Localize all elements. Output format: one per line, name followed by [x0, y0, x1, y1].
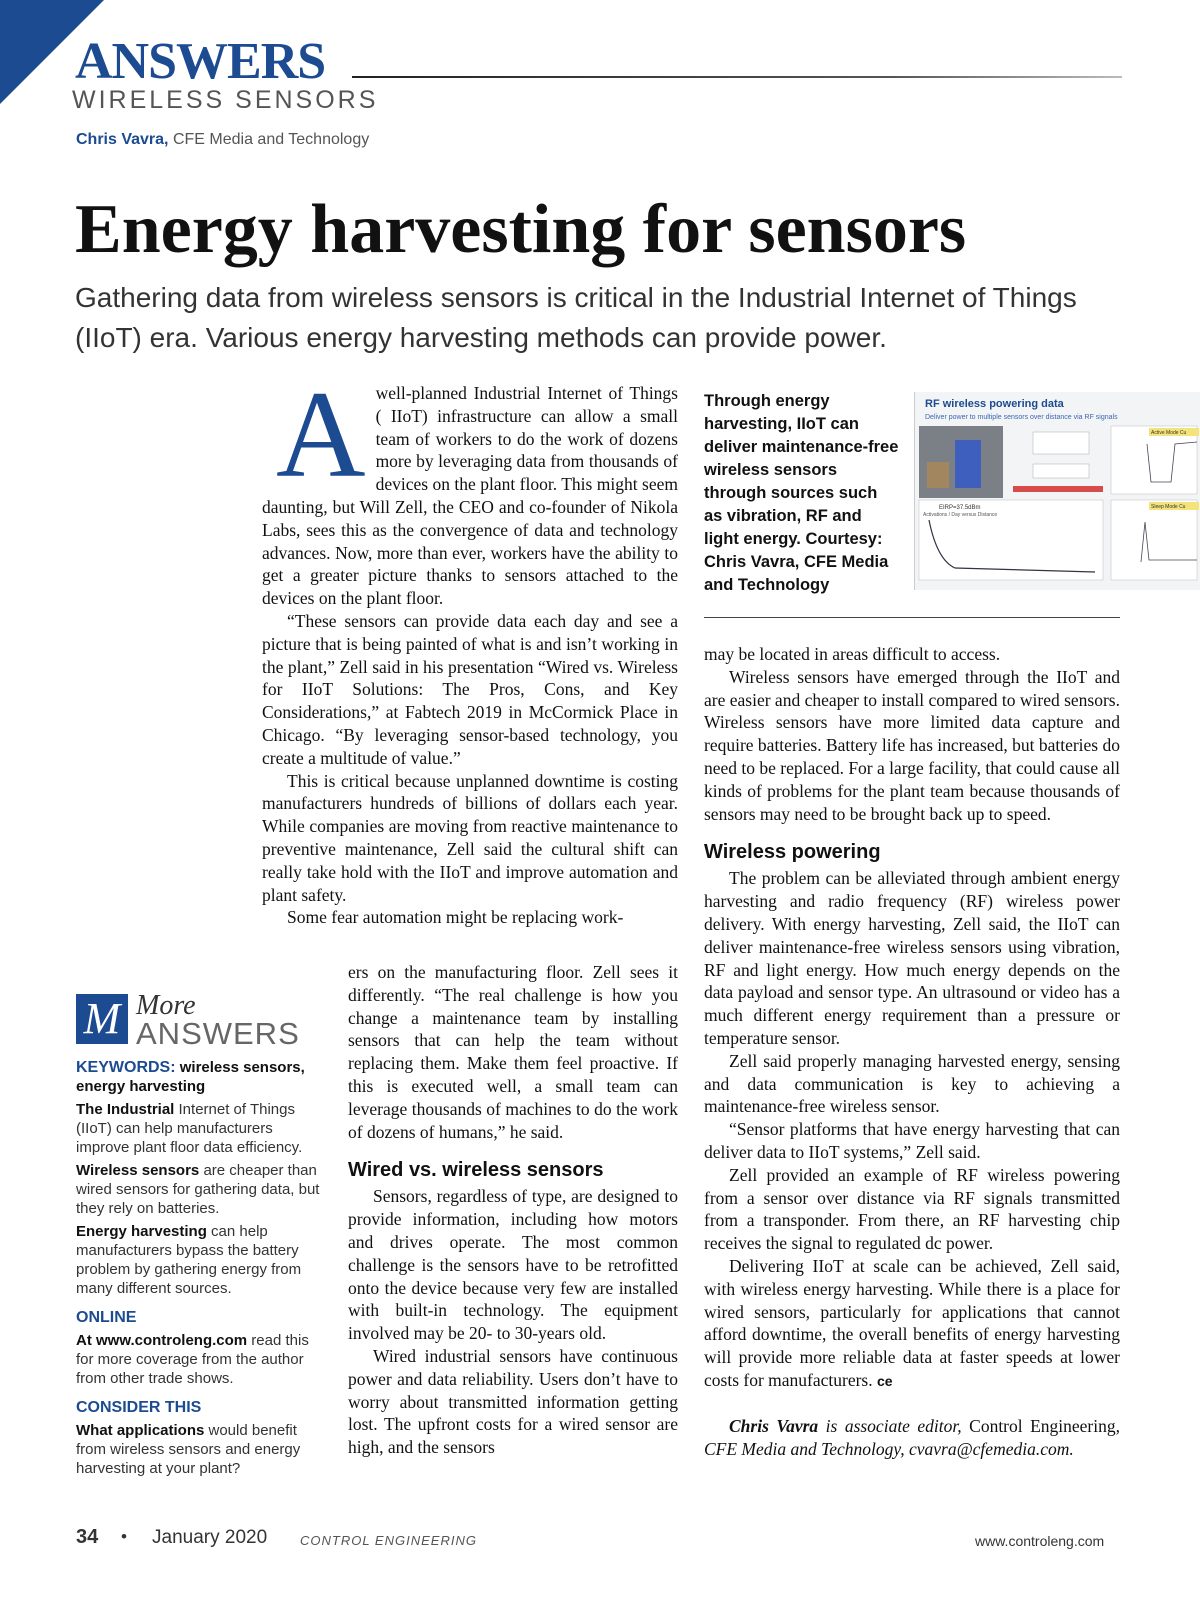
col1-paragraph-1: well-planned Industrial Internet of Things ( IIoT) infrastructure can allow a small team of workers to do the work of dozens more by leveraging data from thousands of devices on the plant floor. This might seem daunting, but Will Zell, the CEO and co-founder of Nikola Labs, sees this as the convergence of data and technology advances. Now, more than ever, workers have the ability to get a greater picture thanks to sensors attached to the devices on the plant floor. — [262, 383, 678, 609]
online-text — [76, 1331, 326, 1388]
online-body: read this for more coverage from the author from other trade shows. — [76, 1332, 309, 1387]
sidebar-keywords-block — [76, 1058, 326, 1482]
col2-paragraph-7-text: Delivering IIoT at scale can be achieved, Zell said, with wireless energy harvesting. While there is a place for wired sensors, particularly for applications that cannot afford downtime, the overall benefits of energy harvesting will provide more reliable data at faster speeds at lower costs for manufacturers. — [704, 1255, 1120, 1390]
more-answers-answers: ANSWERS — [136, 1016, 300, 1051]
author-bio — [704, 1415, 1120, 1461]
photo-device — [955, 440, 981, 488]
photo-chart-label: Activations / Day versus Distance — [923, 512, 998, 518]
col2-paragraph-6: Zell provided an example of RF wireless powering from a sensor over distance via RF signals transmitted from a transponder. From there, an RF harvesting chip receives the signal to regulated dc power. — [704, 1164, 1120, 1254]
col2-paragraph-5: “Sensor platforms that have energy harvesting that can deliver data to IIoT systems,” Zell said. — [704, 1119, 1120, 1162]
drop-cap: A — [276, 366, 366, 503]
more-answers-more: More — [136, 990, 196, 1021]
heading-wired-vs-wireless: Wired vs. wireless sensors — [348, 1159, 604, 1182]
author-name: Chris Vavra, — [76, 131, 169, 148]
section-subtitle: WIRELESS SENSORS — [72, 86, 379, 114]
footer-website[interactable]: www.controleng.com — [975, 1533, 1105, 1549]
online-heading — [76, 1308, 326, 1327]
end-mark: ce — [877, 1372, 893, 1389]
footer-issue: January 2020 — [152, 1527, 268, 1548]
byline — [76, 131, 369, 149]
photo-title: RF wireless powering data — [925, 398, 1064, 410]
rf-powering-photo — [914, 392, 1200, 590]
bullet-1-lead: The Industrial — [76, 1101, 175, 1118]
col2-paragraph-1: may be located in areas difficult to access. — [704, 644, 1001, 664]
col2-paragraph-3: The problem can be alleviated through ambient energy harvesting and radio frequency (RF) wireless power delivery. With energy harvesting, Zell said, the IIoT can deliver maintenance-free wireless sensors using vibration, RF and light energy. How much energy depends on the data payload and sensor type. An ultrasound or video has a much different energy requirement than a pressure or temperature sensor. — [704, 868, 1120, 1048]
bullet-2-text: are cheaper than wired sensors for gathering data, but they rely on batteries. — [76, 1162, 320, 1217]
sidebar-bullet-2 — [76, 1161, 326, 1218]
photo-active-label: Active Mode Cu — [1151, 430, 1187, 436]
bio-role: is associate editor, — [818, 1415, 970, 1436]
photo-subtitle: Deliver power to multiple sensors over distance via RF signals — [925, 414, 1118, 421]
col1-paragraph-5: Sensors, regardless of type, are designed to provide information, including how motors and drives operate. The most common challenge is the sensors have to be retrofitted onto the device because very few are installed with built-in technology. The equipment involved may be 20- to 30-years old. — [348, 1186, 678, 1344]
col1-paragraph-3: This is critical because unplanned downtime is costing manufacturers hundreds of billions of dollars each year. While companies are moving from reactive maintenance to preventive maintenance, Zell said the cultural shift can really take hold with the IIoT and improve automation and plant safety. — [262, 770, 678, 905]
photo-box — [927, 462, 949, 488]
col2-paragraph-2: Wireless sensors have emerged through the IIoT and are easier and cheaper to install compared to wired sensors. Wireless sensors have more limited data capture and require batteries. Battery life has increased, but batteries do need to be replaced. For a large facility, that could cause all kinds of problems for the plant team because thousands of sensors may need to be brought back up to speed. — [704, 666, 1120, 824]
col1-paragraph-2: “These sensors can provide data each day and see a picture that is being painted of what is and isn’t working in the plant,” Zell said in his presentation “Wired vs. Wireless for IIoT Solutions: The Pros, Cons, and Key Considerations,” at Fabtech 2019 in McCormick Place in Chicago. “By leveraging sensor-based technology, you create a multitude of value.” — [262, 610, 678, 768]
article-title: Energy harvesting for sensors — [75, 191, 967, 268]
consider-lead: What applications — [76, 1422, 205, 1439]
col1-paragraph-4-cont: ers on the manufacturing floor. Zell sees it differently. “The real challenge is how you change a maintenance team by installing sensors that can help the team without replacing them. Make them feel proactive. If this is executed well, a small team can leverage thousands of machines to do the work of dozens of humans,” he said. — [348, 962, 678, 1142]
caption-rule — [704, 617, 1120, 618]
bullet-3-lead: Energy harvesting — [76, 1223, 207, 1240]
page-number: 34 — [76, 1526, 99, 1548]
sidebar-keywords — [76, 1058, 326, 1096]
article-deck: Gathering data from wireless sensors is critical in the Industrial Internet of Things (IIoT) era. Various energy harvesting methods can provide power. — [75, 282, 1077, 353]
bio-name: Chris Vavra — [729, 1415, 819, 1436]
consider-body: would benefit from wireless sensors and energy harvesting at your plant? — [76, 1422, 301, 1477]
photo-active-panel — [1111, 426, 1197, 494]
author-org: CFE Media and Technology — [172, 131, 370, 148]
article-column-2 — [704, 643, 1120, 1460]
bio-publication: Control Engineering — [969, 1415, 1116, 1436]
bullet-2-lead: Wireless sensors — [76, 1162, 200, 1179]
photo-readout-2 — [1033, 464, 1089, 478]
bullet-3-text: can help manufacturers bypass the battery problem by gathering energy from many different sources. — [76, 1223, 302, 1297]
col1-paragraph-6: Wired industrial sensors have continuous power and data reliability. Users don’t have to worry about transmitted information getting lost. The upfront costs for a wired sensor are high, and the sensors — [348, 1345, 678, 1458]
col1-paragraph-4-start: Some fear automation might be replacing work- — [287, 907, 624, 928]
header-rule — [352, 76, 1122, 78]
heading-wireless-powering: Wireless powering — [704, 841, 881, 864]
consider-heading — [76, 1398, 326, 1417]
footer-bullet: • — [121, 1527, 127, 1546]
article-column-1-bottom — [348, 961, 678, 1459]
photo-readout-1 — [1033, 432, 1089, 454]
col2-paragraph-4: Zell said properly managing harvested energy, sensing and data communication is key to achieving a maintenance-free wireless sensor. — [704, 1050, 1120, 1117]
footer-publication: CONTROL ENGINEERING — [300, 1533, 477, 1548]
photo-sleep-panel — [1111, 500, 1197, 580]
bio-rest: , CFE Media and Technology, cvavra@cfemedia.com. — [704, 1415, 1120, 1459]
sidebar-bullet-3 — [76, 1222, 326, 1298]
consider-text — [76, 1421, 326, 1478]
online-link[interactable]: At www.controleng.com — [76, 1332, 248, 1349]
col2-paragraph-7 — [704, 1255, 1120, 1393]
rf-powering-photo-graphic — [915, 392, 1200, 590]
keywords-label: KEYWORDS: — [76, 1059, 176, 1076]
photo-red-bar — [1013, 486, 1103, 492]
sidebar-bullet-1 — [76, 1100, 326, 1157]
photo-erp-label: EIRP=37.5dBm — [939, 505, 981, 511]
keywords-value: wireless sensors, energy harvesting — [76, 1059, 305, 1095]
consider-heading-text: CONSIDER THIS — [76, 1399, 202, 1416]
article-column-1-top — [262, 366, 678, 929]
more-answers-m-badge: M — [76, 994, 128, 1044]
bullet-1-text: Internet of Things (IIoT) can help manufacturers improve plant floor data efficiency. — [76, 1101, 303, 1156]
photo-caption: Through energy harvesting, IIoT can deliver maintenance-free wireless sensors through sources such as vibration, RF and light energy. Courtesy: Chris Vavra, CFE Media and Technology — [704, 392, 899, 594]
photo-sleep-label: Sleep Mode Cu — [1151, 504, 1186, 510]
online-heading-text: ONLINE — [76, 1309, 137, 1326]
more-answers-logo — [76, 992, 326, 1050]
section-title: ANSWERS — [75, 33, 326, 90]
